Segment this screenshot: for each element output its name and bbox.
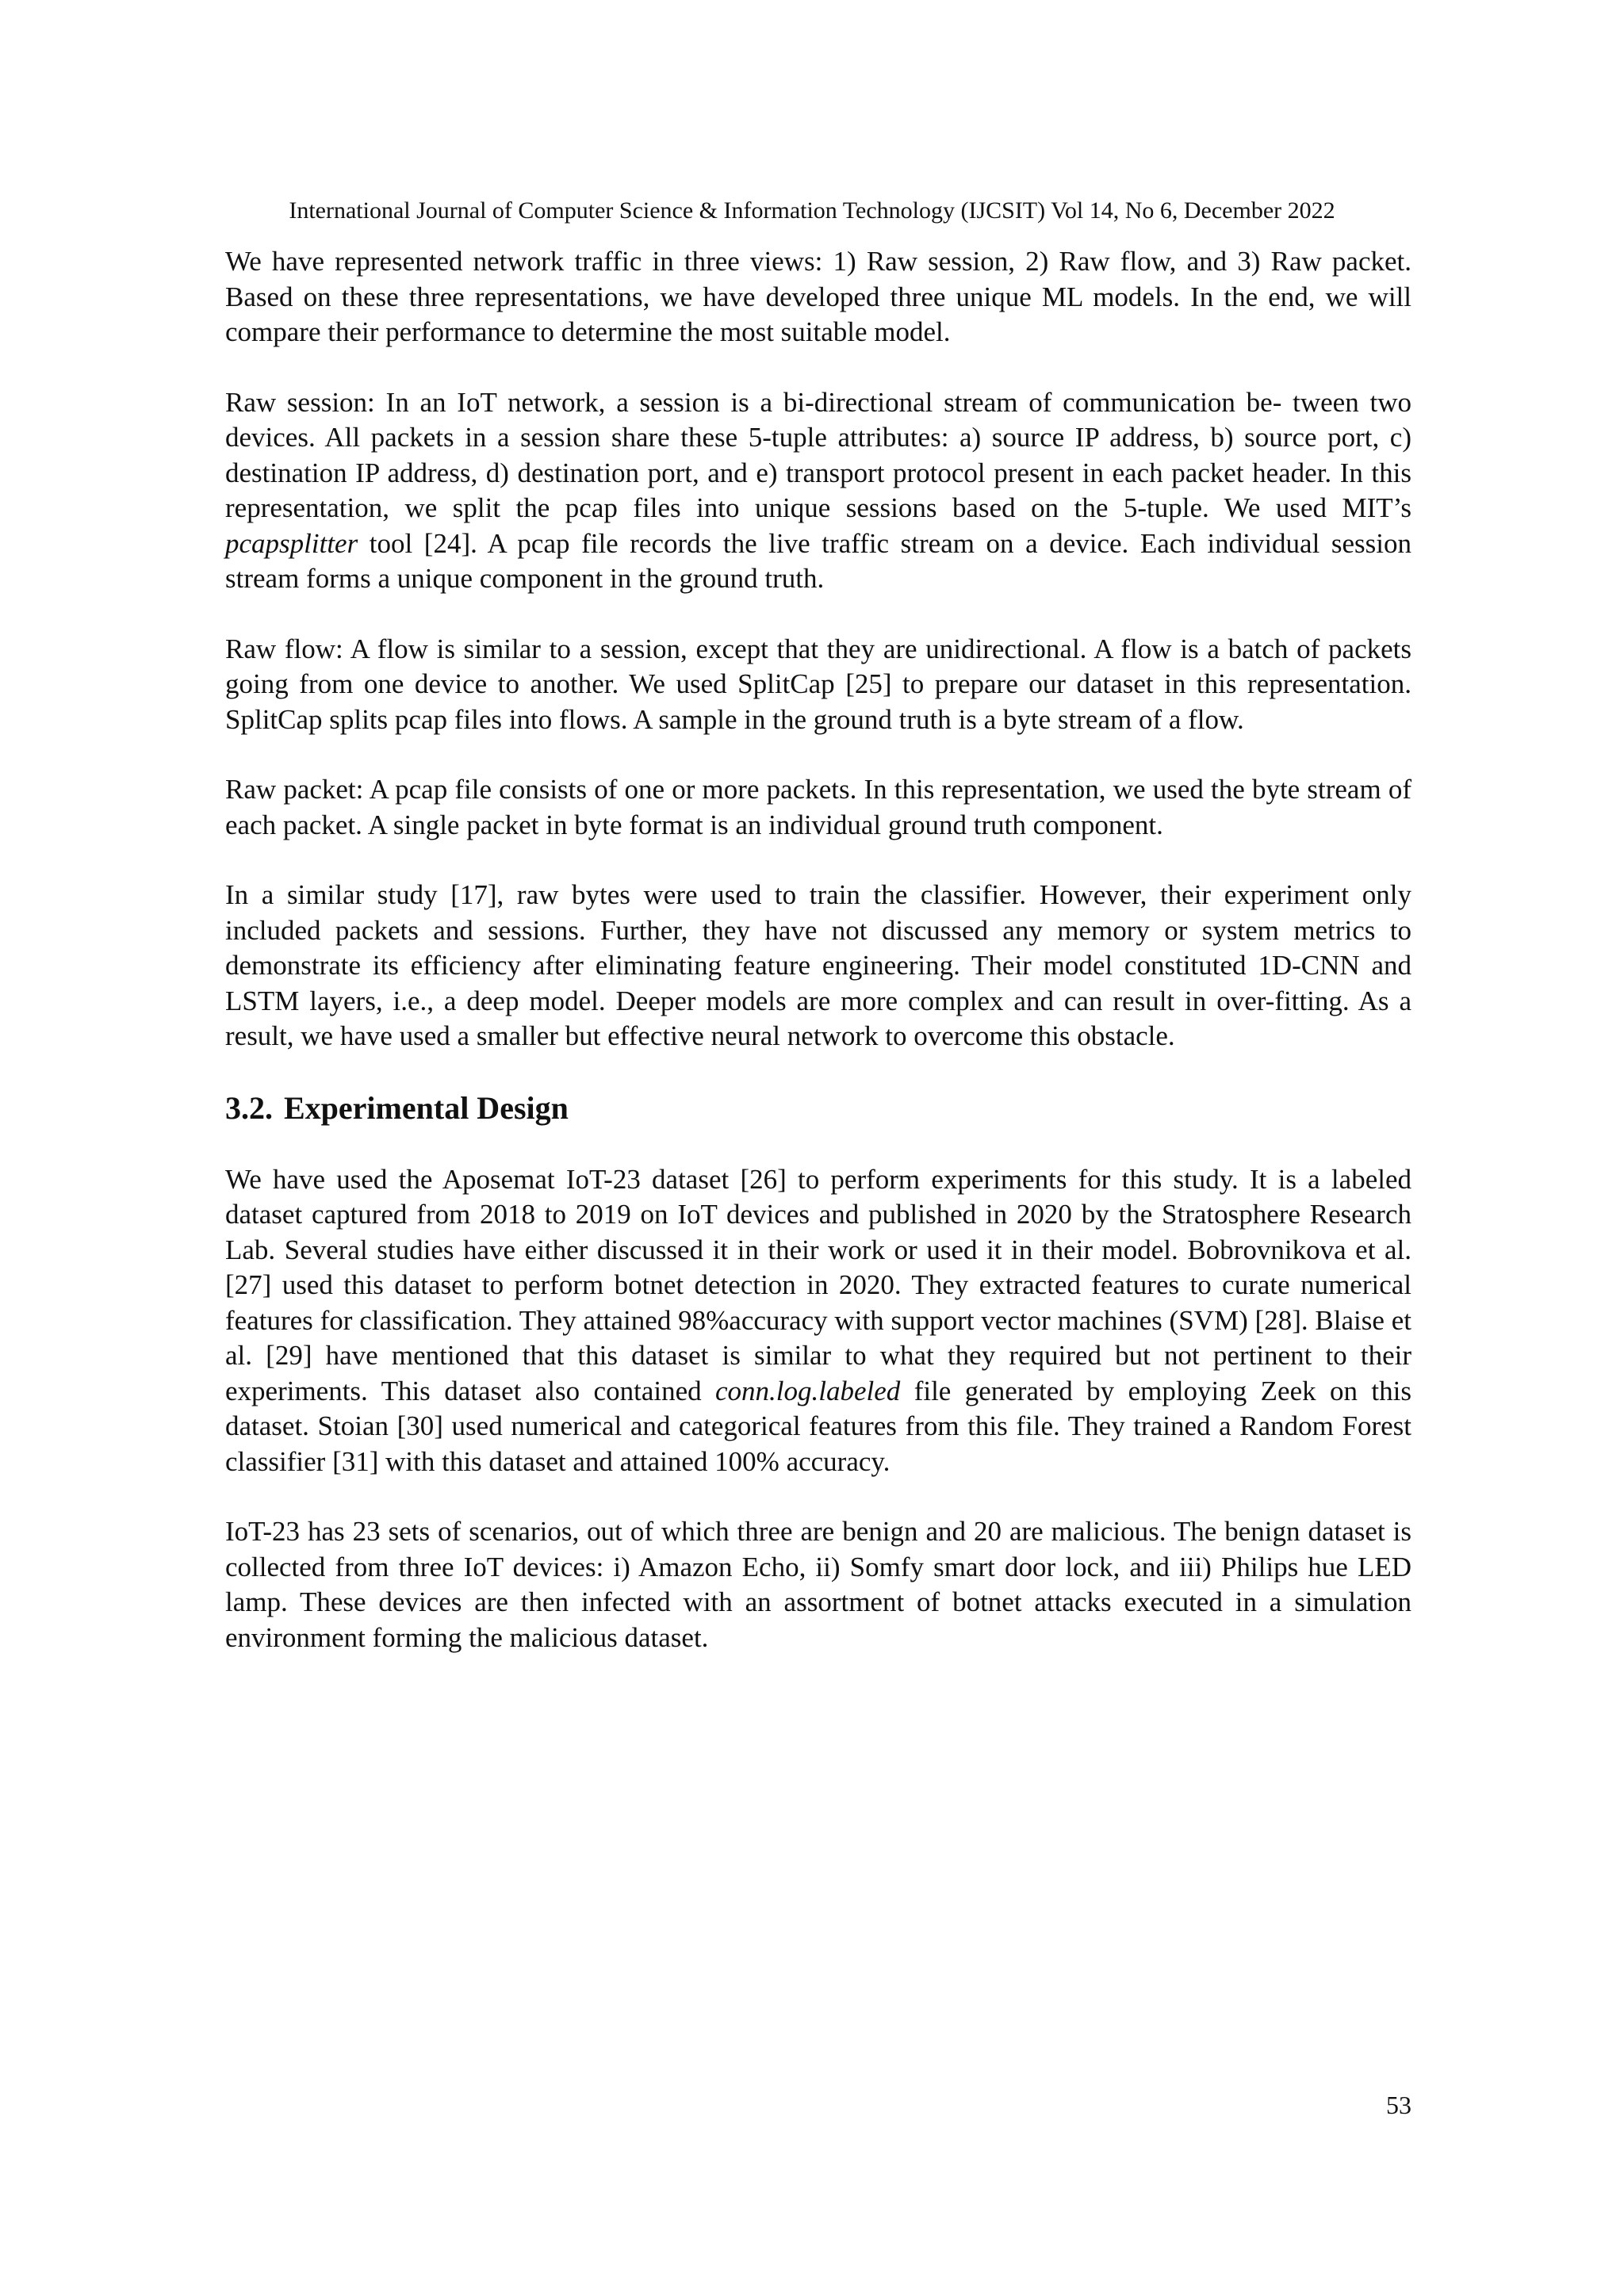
section-heading — [225, 1089, 1411, 1127]
page-body — [225, 244, 1411, 1690]
paragraph-scenarios: IoT-23 has 23 sets of scenarios, out of which three are benign and 20 are malicious. The benign dataset is collected from three IoT devices: i) Amazon Echo, ii) Somfy smart door lock, and iii) Philips hue LED lamp. These devices are then infected with an assortment of botnet attacks executed in a simulation environment forming the malicious dataset. — [225, 1516, 1411, 1653]
running-header: International Journal of Computer Science & Information Technology (IJCSIT) Vol 14, No 6, December 2022 — [289, 197, 1335, 224]
paragraph-raw-session-text-end: tool [24]. A pcap file records the live traffic stream on a device. Each individual session stream forms a unique component in the ground truth. — [225, 527, 1411, 594]
page-number: 53 — [1386, 2091, 1411, 2119]
paragraph-raw-packet: Raw packet: A pcap file consists of one or more packets. In this representation, we used the byte stream of each packet. A single packet in byte format is an individual ground truth component. — [225, 774, 1411, 840]
section-title: Experimental Design — [284, 1089, 569, 1126]
pcapsplitter-term: pcapsplitter — [225, 527, 358, 559]
paragraph-views: We have represented network traffic in three views: 1) Raw session, 2) Raw flow, and 3) Raw packet. Based on these three representations, we have developed three unique ML models. In the end, we will compare their performance to determine the most suitable model. — [225, 246, 1411, 347]
paragraph-related-study: In a similar study [17], raw bytes were used to train the classifier. However, their experiment only included packets and sessions. Further, they have not discussed any memory or system metrics to demonstrate its efficiency after eliminating feature engineering. Their model constituted 1D-CNN and LSTM layers, i.e., a deep model. Deeper models are more complex and can result in over-fitting. As a result, we have used a smaller but effective neural network to overcome this obstacle. — [225, 879, 1411, 1051]
paragraph-raw-session-text: Raw session: In an IoT network, a session is a bi-directional stream of communication be- tween two devices. All packets in a session share these 5-tuple attributes: a) source IP address, b) source port, c) destination IP address, d) destination port, and e) transport protocol present in each packet header. In this representation, we split the pcap files into unique sessions based on the 5-tuple. We used MIT’s — [225, 386, 1411, 523]
section-number: 3.2. — [225, 1089, 273, 1126]
conn-log-term: conn.log.labeled — [715, 1375, 901, 1406]
paragraph-raw-session — [225, 385, 1411, 597]
paragraph-dataset-text-end: file generated by employing Zeek on this dataset. Stoian [30] used numerical and categorical features from this file. They trained a Random Forest classifier [31] with this dataset and attained 100% accuracy. — [225, 1375, 1411, 1477]
paragraph-raw-flow: Raw flow: A flow is similar to a session, except that they are unidirectional. A flow is a batch of packets going from one device to another. We used SplitCap [25] to prepare our dataset in this representation. SplitCap splits pcap files into flows. A sample in the ground truth is a byte stream of a flow. — [225, 633, 1411, 735]
paragraph-dataset — [225, 1162, 1411, 1480]
paragraph-dataset-text: We have used the Aposemat IoT-23 dataset [26] to perform experiments for this study. It is a labeled dataset captured from 2018 to 2019 on IoT devices and published in 2020 by the Stratosphere Research Lab. Several studies have either discussed it in their work or used it in their model. Bobrovnikova et al. [27] used this dataset to perform botnet detection in 2020. They extracted features to curate numerical features for classification. They attained 98%accuracy with support vector machines (SVM) [28]. Blaise et al. [29] have mentioned that this dataset is similar to what they required but not pertinent to their experiments. This dataset also contained — [225, 1163, 1411, 1406]
